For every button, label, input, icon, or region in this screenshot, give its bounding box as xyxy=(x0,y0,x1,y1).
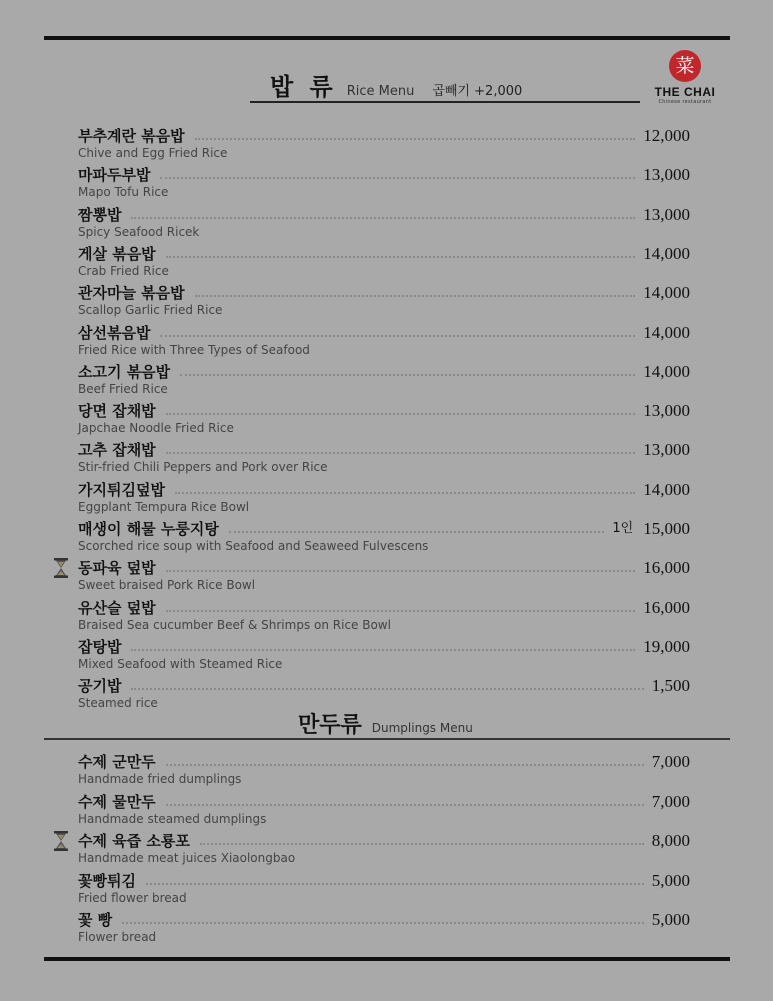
dot-leader xyxy=(146,883,644,885)
dot-leader xyxy=(229,531,605,533)
menu-item-row xyxy=(78,751,690,771)
menu-item-price: 13,000 xyxy=(643,204,690,224)
dot-leader xyxy=(166,256,636,258)
menu-item-name-ko: 소고기 볶음밥 xyxy=(78,362,171,381)
menu-item-portion: 1인 xyxy=(612,521,634,536)
menu-item-name-en: Steamed rice xyxy=(78,696,158,711)
menu-item xyxy=(78,243,690,281)
menu-item-name-en: Stir-fried Chili Peppers and Pork over Rice xyxy=(78,460,328,475)
menu-item-price: 16,000 xyxy=(643,597,690,617)
menu-item-name-en: Flower bread xyxy=(78,930,157,945)
menu-item-row xyxy=(78,282,690,302)
menu-item xyxy=(78,164,690,202)
menu-item xyxy=(78,204,690,242)
menu-item-name-en: Braised Sea cucumber Beef & Shrimps on Rice Bowl xyxy=(78,617,391,632)
menu-item-row xyxy=(78,830,690,850)
hourglass-icon xyxy=(54,831,68,851)
dot-leader xyxy=(166,452,636,454)
menu-item-row xyxy=(78,636,690,656)
menu-item-row xyxy=(78,400,690,420)
menu-item-row xyxy=(78,322,690,342)
dot-leader xyxy=(131,217,635,219)
dumpling-title-en: Dumplings Menu xyxy=(371,721,473,735)
menu-item-name-en: Fried flower bread xyxy=(78,890,187,905)
bottom-rule xyxy=(44,957,730,961)
menu-item-price: 16,000 xyxy=(643,558,690,578)
menu-item-name-en: Japchae Noodle Fried Rice xyxy=(78,421,234,436)
menu-item xyxy=(78,282,690,320)
menu-item-name-en: Crab Fried Rice xyxy=(78,263,169,278)
menu-item-name-en: Eggplant Tempura Rice Bowl xyxy=(78,499,250,514)
menu-item-name-en: Fried Rice with Three Types of Seafood xyxy=(78,342,310,357)
menu-item xyxy=(78,518,690,556)
menu-item-price: 1,500 xyxy=(651,676,690,696)
dot-leader xyxy=(166,804,644,806)
menu-item-price: 5,000 xyxy=(651,910,690,930)
menu-item-name-en: Handmade steamed dumplings xyxy=(78,811,267,826)
menu-item-price: 19,000 xyxy=(643,636,690,656)
menu-item xyxy=(78,870,690,908)
menu-item-price: 13,000 xyxy=(643,401,690,421)
menu-item-row xyxy=(78,675,690,695)
menu-item-row xyxy=(78,361,690,381)
menu-item-name-ko: 관자마늘 볶음밥 xyxy=(78,284,185,303)
menu-item-name-ko: 삼선볶음밥 xyxy=(78,323,151,342)
menu-item xyxy=(78,909,690,947)
menu-item xyxy=(78,636,690,674)
header-underline xyxy=(250,101,640,103)
menu-item-name-ko: 게살 볶음밥 xyxy=(78,244,156,263)
menu-item-name-en: Mapo Tofu Rice xyxy=(78,185,169,200)
menu-item xyxy=(78,830,690,868)
rice-section-header xyxy=(270,67,522,102)
menu-item xyxy=(78,361,690,399)
menu-item-row xyxy=(78,518,690,538)
menu-item-price: 15,000 xyxy=(643,519,690,538)
menu-item-name-ko: 잡탕밥 xyxy=(78,637,122,656)
menu-item-price: 14,000 xyxy=(643,361,690,381)
dot-leader xyxy=(195,295,636,297)
rice-title-en: Rice Menu xyxy=(346,84,415,99)
dumpling-section-rule xyxy=(44,738,730,740)
menu-item-row xyxy=(78,439,690,459)
menu-item-price: 13,000 xyxy=(643,165,690,185)
menu-item-name-en: Spicy Seafood Ricek xyxy=(78,224,200,239)
menu-item-name-ko: 꽃 빵 xyxy=(78,911,113,930)
dot-leader xyxy=(122,922,644,924)
menu-item-name-ko: 유산슬 덮밥 xyxy=(78,598,156,617)
menu-item xyxy=(78,479,690,517)
dot-leader xyxy=(131,649,635,651)
menu-item-name-ko: 동파육 덮밥 xyxy=(78,559,156,578)
menu-item-name-ko: 당면 잡채밥 xyxy=(78,402,156,421)
restaurant-logo xyxy=(652,50,718,105)
menu-item-name-ko: 고추 잡채밥 xyxy=(78,441,156,460)
menu-item-name-ko: 공기밥 xyxy=(78,677,122,696)
dumpling-section-header xyxy=(298,708,473,739)
menu-item xyxy=(78,400,690,438)
dot-leader xyxy=(175,492,635,494)
menu-item-name-ko: 수제 군만두 xyxy=(78,753,156,771)
menu-item-name-ko: 수제 물만두 xyxy=(78,792,156,811)
dot-leader xyxy=(160,177,635,179)
large-portion-note: 곱빼기 +2,000 xyxy=(432,84,523,99)
menu-item-row xyxy=(78,870,690,890)
menu-item-row xyxy=(78,125,690,145)
menu-item-price: 14,000 xyxy=(643,243,690,263)
menu-item-price: 14,000 xyxy=(643,283,690,303)
dot-leader xyxy=(166,570,636,572)
menu-item-row xyxy=(78,243,690,263)
menu-item xyxy=(78,322,690,360)
menu-item-price: 12,000 xyxy=(643,126,690,145)
menu-item-name-en: Scorched rice soup with Seafood and Seaweed Fulvescens xyxy=(78,539,429,553)
menu-item-price: 7,000 xyxy=(651,791,690,811)
menu-item xyxy=(78,125,690,163)
dot-leader xyxy=(195,138,636,140)
menu-item-name-ko: 가지튀김덮밥 xyxy=(78,480,165,499)
dot-leader xyxy=(180,374,635,376)
menu-item-price: 8,000 xyxy=(651,831,690,851)
rice-title-ko: 밥 류 xyxy=(270,73,337,101)
menu-item-price: 14,000 xyxy=(643,479,690,499)
menu-item-price: 14,000 xyxy=(643,322,690,342)
menu-item-name-en: Scallop Garlic Fried Rice xyxy=(78,303,223,318)
menu-item-name-en: Chive and Egg Fried Rice xyxy=(78,146,228,160)
logo-name: THE CHAI xyxy=(654,85,716,99)
dot-leader xyxy=(166,413,636,415)
menu-item-row xyxy=(78,557,690,577)
menu-item-row xyxy=(78,479,690,499)
dot-leader xyxy=(200,843,644,845)
menu-item-row xyxy=(78,909,690,929)
menu-item-name-en: Handmade fried dumplings xyxy=(78,772,242,786)
top-rule xyxy=(44,36,730,40)
dot-leader xyxy=(160,335,635,337)
menu-item-name-ko: 수제 육즙 소룡포 xyxy=(78,832,190,851)
menu-item xyxy=(78,597,690,635)
menu-item xyxy=(78,439,690,477)
menu-item-name-ko: 매생이 해물 누룽지탕 xyxy=(78,520,219,538)
menu-item-name-en: Sweet braised Pork Rice Bowl xyxy=(78,578,256,593)
menu-item-name-ko: 마파두부밥 xyxy=(78,166,151,185)
menu-item-price: 13,000 xyxy=(643,440,690,460)
menu-item-row xyxy=(78,164,690,184)
menu-item-price: 5,000 xyxy=(651,870,690,890)
menu-item-row xyxy=(78,204,690,224)
menu-item-name-en: Mixed Seafood with Steamed Rice xyxy=(78,656,283,671)
menu-item-name-ko: 짬뽕밥 xyxy=(78,205,122,224)
menu-item-name-en: Beef Fried Rice xyxy=(78,381,168,396)
menu-item xyxy=(78,751,690,789)
menu-item-name-en: Handmade meat juices Xiaolongbao xyxy=(78,851,296,866)
menu-item-name-ko: 부추계란 볶음밥 xyxy=(78,127,185,145)
dot-leader xyxy=(166,610,636,612)
logo-seal-icon: 菜 xyxy=(669,50,701,82)
menu-item xyxy=(78,557,690,595)
logo-subtitle: Chinese restaurant xyxy=(658,99,712,105)
menu-item-price: 7,000 xyxy=(651,752,690,771)
menu-item-name-ko: 꽃빵튀김 xyxy=(78,871,136,890)
menu-item-row xyxy=(78,791,690,811)
menu-item xyxy=(78,791,690,829)
menu-item-row xyxy=(78,597,690,617)
dot-leader xyxy=(166,764,644,766)
hourglass-icon xyxy=(54,558,68,578)
dot-leader xyxy=(131,688,643,690)
dumpling-title-ko: 만두류 xyxy=(298,713,362,738)
